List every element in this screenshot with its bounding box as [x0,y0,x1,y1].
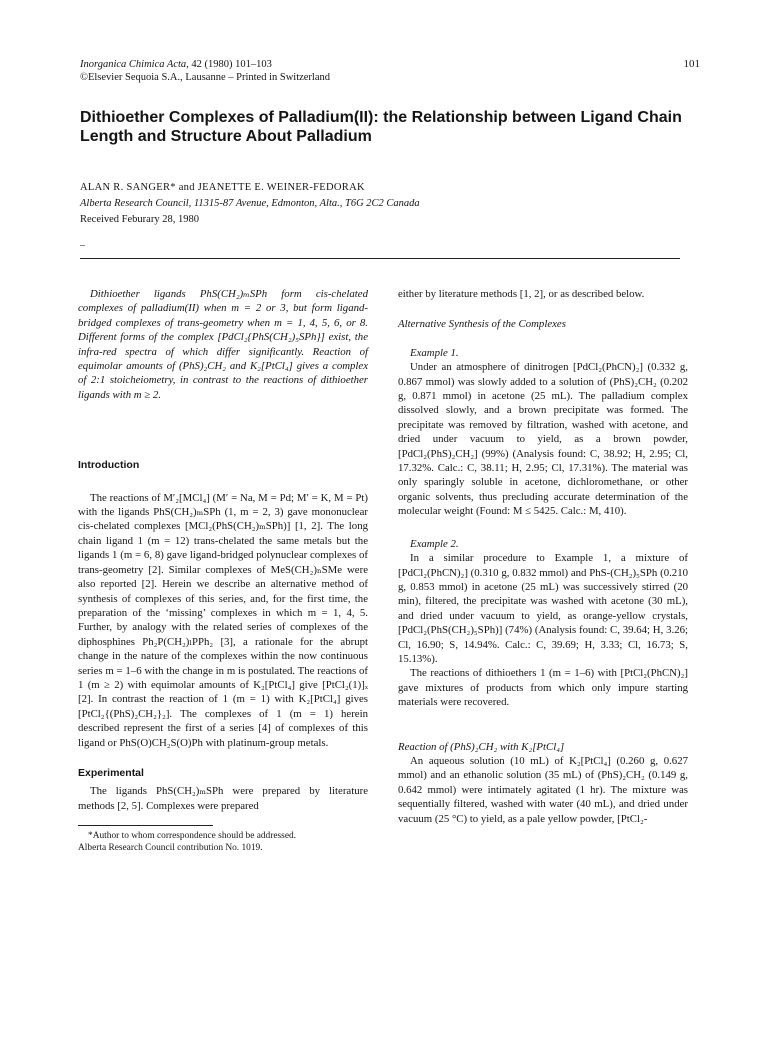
experimental-heading: Experimental [78,766,144,779]
example-2-followup: The reactions of dithioethers 1 (m = 1–6) with [PtCl₂(PhCN)₂] gave mixtures of products from which only impure starting materials were recovered. [398,667,688,709]
dash-mark: – [80,240,85,251]
volume-pages: 42 (1980) 101–103 [191,59,272,70]
citation-line [80,58,700,71]
article-title: Dithioether Complexes of Palladium(II): the Relationship between Ligand Chain Length and Structure About Palladium [80,109,682,145]
example-1-text: Under an atmosphere of dinitrogen [PdCl₂(PhCN)₂] (0.332 g, 0.867 mmol) was slowly added to a solution of (PhS)₂CH₂ (0.202 g, 0.871 mmol) in acetone (25 mL). The palladium complex dissolved slowly, and a brown precipitate was formed. The precipitate was removed by filtration, washed with acetone, and dried under vacuum to yield, as a brown powder, [PdCl₂(PhS)₂CH₂] (99%) (Analysis found: C, 38.92; H, 2.95; Cl, 17.32%. Calc.: C, 38.11; H, 2.95; Cl, 17.31%). The material was only sparingly soluble in acetone, dichloromethane, or other organic solvents, thus precluding accurate determination of the molecular weight (Found: M ≤ 5425. Calc.: M, 410). [398,361,688,518]
introduction-text: The reactions of M′₂[MCl₄] (M′ = Na, M = Pd; M′ = K, M = Pt) with the ligands PhS(CH₂)ₘSPh (1, m = 2, 3) gave mononuclear cis-chelated complexes [MCl₂(PhS(CH₂)ₘSPh)] [1, 2]. The long chain ligand 1 (m = 12) trans-chelated the same metals but the ligands 1 (m = 6, 8) gave ligand-bridged polynuclear complexes of trans-geometry [2]. Similar complexes of MeS(CH₂)ₙSMe were also reported [2]. Herein we describe an alternative method of synthesis of complexes of this series, and, for the first time, the preparation of the ‘missing’ complexes in which m = 1, 4, 5. Further, by analogy with the related series of complexes of the diphosphines Ph₂P(CH₂)ₗPPh₂ [3], a rationale for the abrupt change in the nature of the complexes within the now continuous series m = 1–6 with the change in m is postulated. The reactions of 1 (m ≥ 2) with equimolar amounts of K₂[PtCl₄] give [PtCl₂(1)]ₓ [2]. In contrast the reaction of 1 (m = 1) with K₂[PtCl₄] gives [PtCl₂{(PhS)₂CH₂}₂]. The complexes of 1 (m = 1) herein described represent the first of a series [4] of complexes of this ligand or PhS(O)CH₂S(O)Ph with platinum-group metals. [78,491,368,749]
right-column [398,287,688,826]
journal-header [80,58,700,84]
introduction-heading: Introduction [78,459,140,472]
journal-name: Inorganica Chimica Acta, [80,59,189,70]
example-2-text: In a similar procedure to Example 1, a mixture of [PdCl₂(PhCN)₂] (0.310 g, 0.832 mmol) and PhS-(CH₂)₅SPh (0.210 g, 0.853 mmol) in acetone (25 mL) was successively stirred (20 min), filtered, the precipitate was washed with acetone (30 mL), and dried under vacuum to yield, as orange-yellow crystals, [PdCl₂(PhS(CH₂)₅SPh)] (74%) (Analysis found: C, 39.64; H, 3.26; Cl, 16.90; S, 14.94%. Calc.: C, 39.69; H, 3.33; Cl, 16.73; S, 15.13%). [398,552,688,665]
alternative-synthesis-heading: Alternative Synthesis of the Complexes [398,318,566,331]
reaction-text: An aqueous solution (10 mL) of K₂[PtCl₄] (0.260 g, 0.627 mmol) and an ethanolic solution (35 mL) of (PhS)₂CH₂ (0.149 g, 0.642 mmol) were intimately agitated (1 hr). The mixture was sequentially filtered, washed with water (40 mL), and dried under vacuum (25 °C) to yield, as a pale yellow powder, [PtCl₂- [398,754,688,825]
author-affiliation: Alberta Research Council, 11315-87 Avenue, Edmonton, Alta., T6G 2C2 Canada [80,198,420,209]
reaction-heading: Reaction of (PhS)₂CH₂ with K₂[PtCl₄] [398,740,565,753]
correspondence-footnote: *Author to whom correspondence should be addressed. [88,831,297,842]
footnote-rule [78,825,213,826]
contribution-footnote: Alberta Research Council contribution No. 1019. [78,843,263,854]
example-2-heading: Example 2. [410,537,459,550]
publisher-line: ©Elsevier Sequoia S.A., Lausanne – Printed in Switzerland [80,72,331,83]
experimental-text: The ligands PhS(CH₂)ₘSPh were prepared by literature methods [2, 5]. Complexes were prepared [78,785,368,812]
received-date: Received Feburary 28, 1980 [80,214,199,225]
experimental-continuation: either by literature methods [1, 2], or as described below. [398,288,645,300]
author-names: ALAN R. SANGER* and JEANETTE E. WEINER-FEDORAK [80,182,365,193]
author-block [80,180,700,228]
example-1-heading: Example 1. [410,346,459,359]
header-rule [80,258,680,259]
left-column [78,287,368,854]
abstract: Dithioether ligands PhS(CH₂)ₘSPh form cis-chelated complexes of palladium(II) when m = 2 or 3, but form ligand-bridged complexes of trans-geometry when m = 1, 4, 5, 6, or 8. Different forms of the complex [PdCl₂{PhS(CH₂)₅SPh}] exist, the infra-red spectra of which differ significantly. Reaction of equimolar amounts of (PhS)₂CH₂ and K₂[PtCl₄] gives a complex of 2:1 stoicheiometry, in contrast to the reactions of dithioether ligands with m ≥ 2. [78,288,368,401]
page-number: 101 [683,58,700,70]
footnotes [78,830,368,854]
